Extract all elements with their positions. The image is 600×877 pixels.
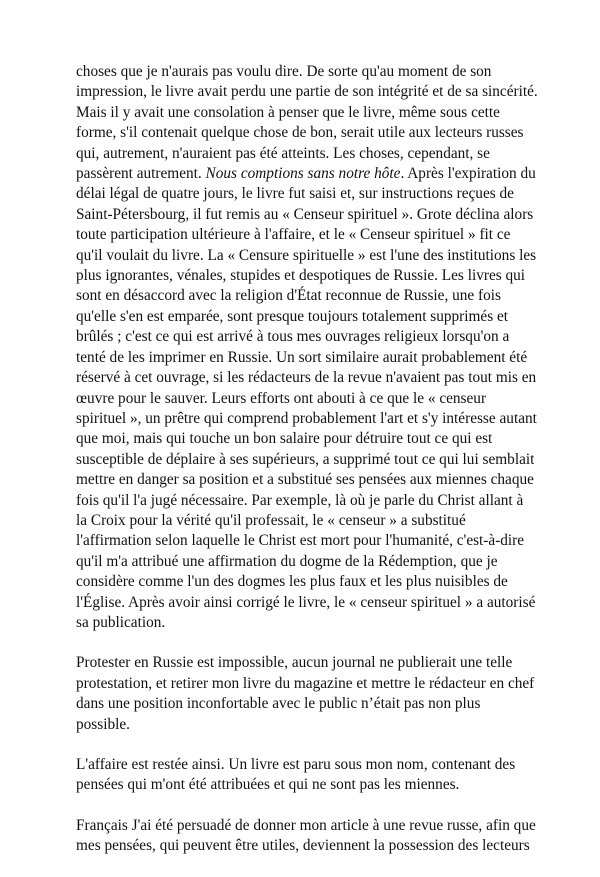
paragraph-text: choses que je n'aurais pas voulu dire. De sorte qu'au moment de son impression, le livre avait perdu une partie de son intégrité et de sa sincérité. Mais il y avait une consolation à penser que le livre, même sous cette forme, s'il contenait quelque chose de bon, serait utile aux lecteurs russes qui, autrement, n'auraient pas été atteints. Les choses, cependant, se passèrent autrement. bbox=[76, 63, 538, 183]
paragraph-censorship-account bbox=[76, 62, 538, 633]
document-body bbox=[76, 62, 538, 877]
paragraph-text: . Après l'expiration du délai légal de quatre jours, le livre fut saisi et, sur instructions reçues de Saint-Pétersbourg, il fut remis au « Censeur spirituel ». Grote déclina alors toute participation ultérieure à l'affaire, et le « Censeur spirituel » fit ce qu'il voulait du livre. La « Censure spirituelle » est l'une des institutions les plus ignorantes, vénales, stupides et despotiques de Russie. Les livres qui sont en désaccord avec la religion d'État reconnue de Russie, une fois qu'elle s'en est emparée, sont presque toujours totalement supprimés et brûlés ; c'est ce qui est arrivé à tous mes ouvrages religieux lorsqu'on a tenté de les imprimer en Russie. Un sort similaire aurait probablement été réservé à cet ouvrage, si les rédacteurs de la revue n'avaient pas tout mis en œuvre pour le sauver. Leurs efforts ont abouti à ce que le « censeur spirituel », un prêtre qui comprend probablement l'art et s'y intéresse autant que moi, mais qui touche un bon salaire pour détruire tout ce qui est susceptible de déplaire à ses supérieurs, a supprimé tout ce qui lui semblait mettre en danger sa position et a substitué ses pensées aux miennes chaque fois qu'il l'a jugé nécessaire. Par exemple, là où je parle du Christ allant à la Croix pour la vérité qu'il professait, le « censeur » a substitué l'affirmation selon laquelle le Christ est mort pour l'humanité, c'est-à-dire qu'il m'a attribué une affirmation du dogme de la Rédemption, que je considère comme l'un des dogmes les plus faux et les plus nuisibles de l'Église. Après avoir ainsi corrigé le livre, le « censeur spirituel » a autorisé sa publication. bbox=[76, 165, 537, 631]
paragraph-protest: Protester en Russie est impossible, aucun journal ne publierait une telle protestation, et retirer mon livre du magazine et mettre le rédacteur en chef dans une position inconfortable avec le public n’était pas non plus possible. bbox=[76, 654, 535, 733]
paragraph-persuaded: Français J'ai été persuadé de donner mon article à une revue russe, afin que mes pensées, qui peuvent être utiles, deviennent la possession des lecteurs bbox=[76, 816, 536, 855]
italic-phrase: Nous comptions sans notre hôte bbox=[205, 165, 401, 183]
paragraph-outcome: L'affaire est restée ainsi. Un livre est paru sous mon nom, contenant des pensées qui m'ont été attribuées et qui ne sont pas les miennes. bbox=[76, 756, 516, 794]
